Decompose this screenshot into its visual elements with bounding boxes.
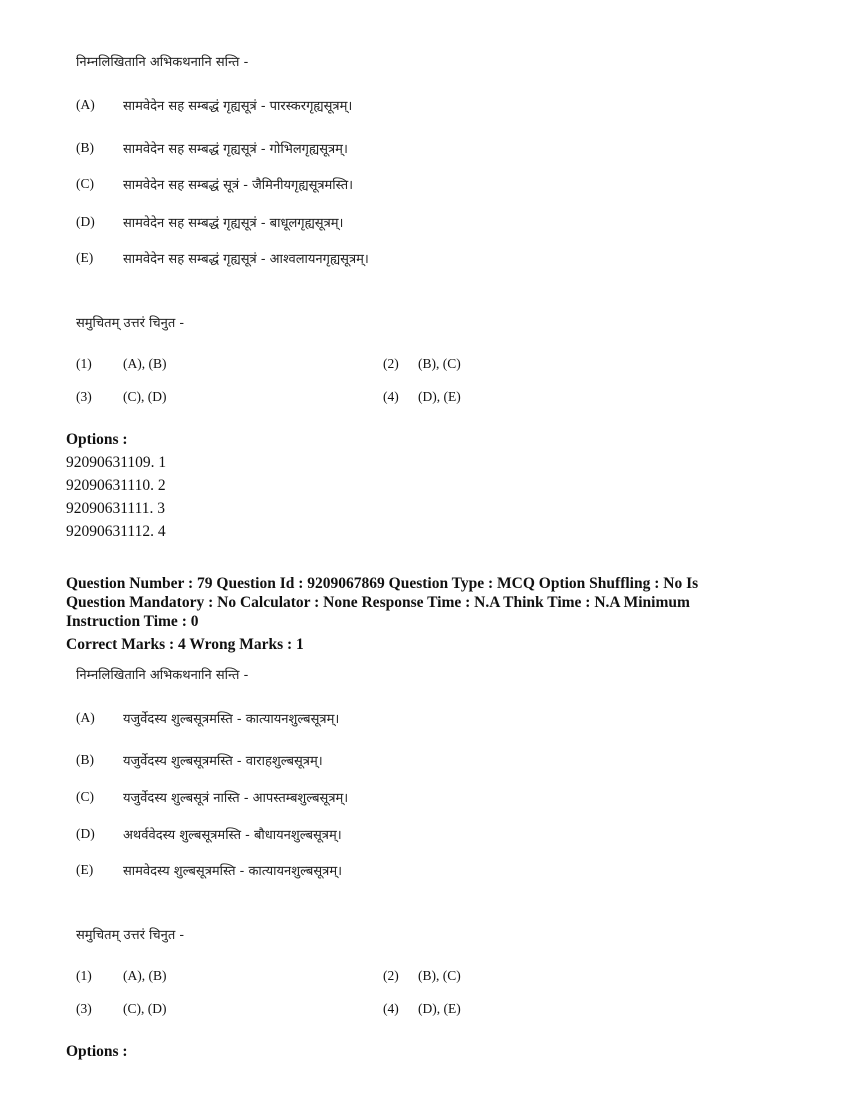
q79-statement-e-label: (E)	[76, 862, 94, 877]
q79-intro: निम्नलिखितानि अभिकथनानि सन्ति -	[76, 668, 249, 683]
q78-choice-3-value: (C), (D)	[123, 389, 167, 404]
q78-choice-1-num: (1)	[76, 356, 92, 371]
q78-statement-a-label: (A)	[76, 97, 95, 112]
q79-statement-c: यजुर्वेदस्य शुल्बसूत्रं नास्ति - आपस्तम्बशुल्बसूत्रम्।	[123, 791, 349, 806]
q79-statement-b-label: (B)	[76, 752, 94, 767]
q79-statement-a-label: (A)	[76, 710, 95, 725]
question-marks: Correct Marks : 4 Wrong Marks : 1	[66, 636, 304, 653]
option-id-2: 92090631110. 2	[66, 477, 166, 494]
q78-statement-b-label: (B)	[76, 140, 94, 155]
q79-choice-1-num: (1)	[76, 968, 92, 983]
option-id-3: 92090631111. 3	[66, 500, 166, 517]
q78-statement-d: सामवेदेन सह सम्बद्धं गृह्यसूत्रं - बाधूलगृह्यसूत्रम्।	[123, 216, 344, 231]
q78-choose-prompt: समुचितम् उत्तरं चिनुत -	[76, 316, 185, 331]
options-heading: Options :	[66, 431, 128, 448]
q79-statement-d: अथर्ववेदस्य शुल्बसूत्रमस्ति - बौधायनशुल्बसूत्रम्।	[123, 828, 342, 843]
q78-statement-e: सामवेदेन सह सम्बद्धं गृह्यसूत्रं - आश्वलायनगृह्यसूत्रम्।	[123, 252, 369, 267]
q78-statement-a: सामवेदेन सह सम्बद्धं गृह्यसूत्रं - पारस्करगृह्यसूत्रम्।	[123, 99, 353, 114]
q78-choice-4-value: (D), (E)	[418, 389, 461, 404]
q79-statement-c-label: (C)	[76, 789, 94, 804]
q79-choice-3-value: (C), (D)	[123, 1001, 167, 1016]
q79-choose-prompt: समुचितम् उत्तरं चिनुत -	[76, 928, 185, 943]
q79-statement-d-label: (D)	[76, 826, 95, 841]
q78-choice-3-num: (3)	[76, 389, 92, 404]
q79-choice-2-num: (2)	[383, 968, 399, 983]
q79-statement-b: यजुर्वेदस्य शुल्बसूत्रमस्ति - वाराहशुल्बसूत्रम्।	[123, 754, 323, 769]
option-id-4: 92090631112. 4	[66, 523, 166, 540]
q78-statement-e-label: (E)	[76, 250, 94, 265]
q78-choice-2-num: (2)	[383, 356, 399, 371]
q79-choice-1-value: (A), (B)	[123, 968, 167, 983]
q78-statement-c-label: (C)	[76, 176, 94, 191]
q78-statement-b: सामवेदेन सह सम्बद्धं गृह्यसूत्रं - गोभिलगृह्यसूत्रम्।	[123, 142, 348, 157]
q78-statement-c: सामवेदेन सह सम्बद्धं सूत्रं - जैमिनीयगृह्यसूत्रमस्ति।	[123, 178, 354, 193]
q78-intro: निम्नलिखितानि अभिकथनानि सन्ति -	[76, 55, 249, 70]
q78-statement-d-label: (D)	[76, 214, 95, 229]
q79-statement-a: यजुर्वेदस्य शुल्बसूत्रमस्ति - कात्यायनशुल्बसूत्रम्।	[123, 712, 340, 727]
question-meta-line-3: Instruction Time : 0	[66, 613, 199, 630]
options-heading: Options :	[66, 1043, 128, 1060]
q78-choice-1-value: (A), (B)	[123, 356, 167, 371]
q79-choice-4-num: (4)	[383, 1001, 399, 1016]
q78-choice-4-num: (4)	[383, 389, 399, 404]
question-meta-line-2: Question Mandatory : No Calculator : None Response Time : N.A Think Time : N.A Minimum	[66, 594, 690, 611]
q78-choice-2-value: (B), (C)	[418, 356, 461, 371]
q79-choice-2-value: (B), (C)	[418, 968, 461, 983]
option-id-1: 92090631109. 1	[66, 454, 167, 471]
q79-statement-e: सामवेदस्य शुल्बसूत्रमस्ति - कात्यायनशुल्बसूत्रम्।	[123, 864, 343, 879]
question-meta-line-1: Question Number : 79 Question Id : 9209067869 Question Type : MCQ Option Shuffling : No Is	[66, 575, 699, 592]
q79-choice-3-num: (3)	[76, 1001, 92, 1016]
q79-choice-4-value: (D), (E)	[418, 1001, 461, 1016]
